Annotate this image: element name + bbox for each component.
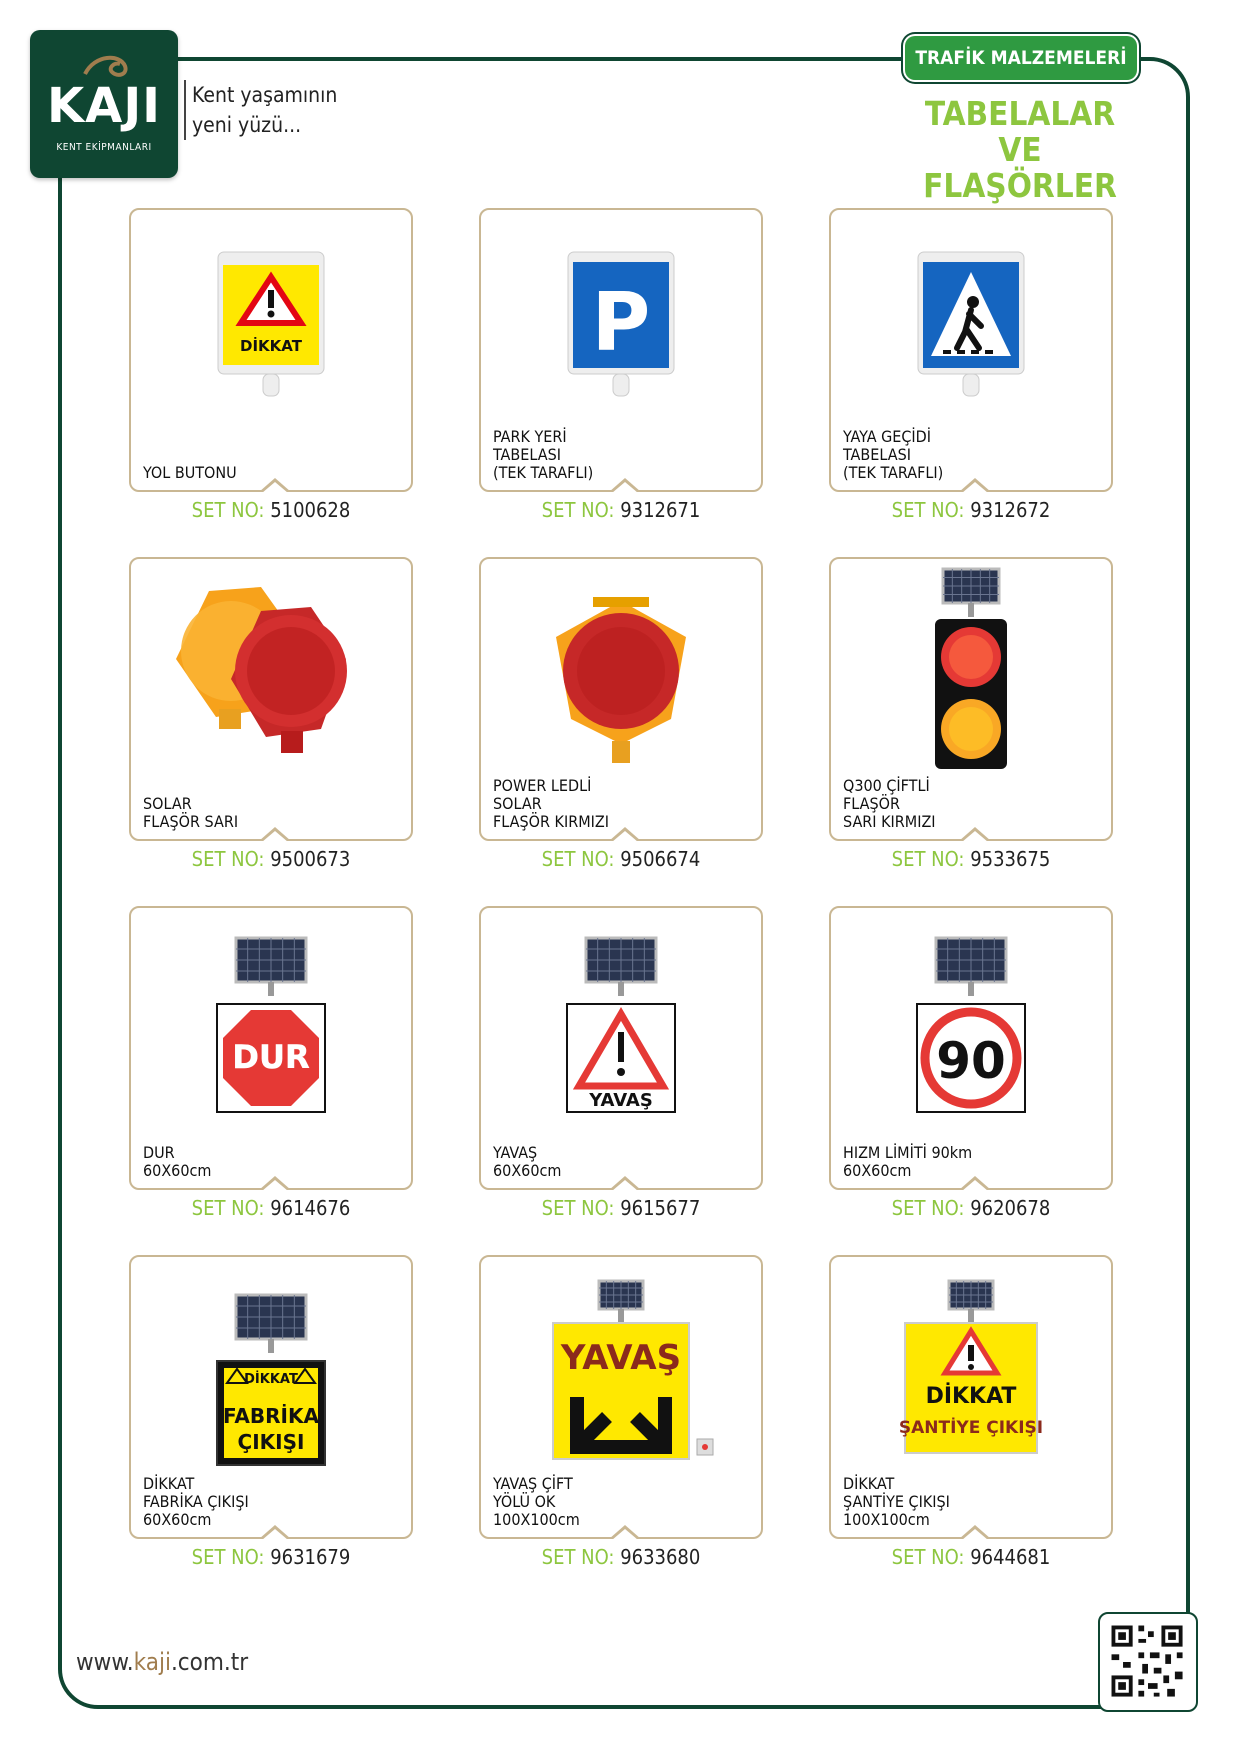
svg-text:ŞANTİYE ÇIKIŞI: ŞANTİYE ÇIKIŞI: [898, 1418, 1044, 1438]
set-number: [479, 1196, 763, 1220]
product-name-line: POWER LEDLİ: [493, 776, 592, 795]
set-number: [479, 1545, 763, 1569]
logo-brand: KAJI: [46, 78, 162, 134]
product-name-line: (TEK TARAFLI): [493, 463, 594, 482]
product-name: [493, 777, 609, 831]
page-title: [900, 96, 1140, 204]
product-name: [143, 795, 238, 831]
tagline: [184, 80, 337, 140]
set-number-label: SET NO:: [891, 1545, 965, 1569]
set-number: [129, 1545, 413, 1569]
solar-panel-icon: [236, 1295, 306, 1353]
product-name-line: 100X100cm: [843, 1510, 930, 1529]
set-number-value: 9533675: [970, 847, 1051, 871]
solar-panel-icon: [236, 938, 306, 996]
set-number-value: 9631679: [270, 1545, 351, 1569]
product-name-line: YOL BUTONU: [143, 463, 237, 482]
product-name-line: FLAŞÖR: [843, 794, 900, 813]
product-card[interactable]: [479, 557, 763, 841]
set-number: [129, 847, 413, 871]
svg-text:ÇIKIŞI: ÇIKIŞI: [237, 1430, 305, 1454]
svg-text:90: 90: [936, 1032, 1006, 1090]
product-name-line: Q300 ÇİFTLİ: [843, 776, 930, 795]
product-name-line: (TEK TARAFLI): [843, 463, 944, 482]
tagline-line1: Kent yaşamının: [192, 83, 338, 107]
set-number-value: 9644681: [970, 1545, 1051, 1569]
product-name-line: 60X60cm: [843, 1161, 912, 1180]
product-name-line: TABELASI: [493, 445, 561, 464]
set-number: [829, 1545, 1113, 1569]
set-number-label: SET NO:: [191, 498, 265, 522]
product-card[interactable]: [479, 906, 763, 1190]
product-name: [143, 1475, 249, 1529]
category-badge: TRAFİK MALZEMELERİ: [905, 36, 1137, 80]
product-card[interactable]: [129, 557, 413, 841]
set-number-label: SET NO:: [541, 847, 615, 871]
product-card[interactable]: [829, 906, 1113, 1190]
web-prefix: www.: [76, 1648, 134, 1676]
product-card[interactable]: [479, 1255, 763, 1539]
product-name-line: YAVAŞ: [493, 1143, 538, 1162]
product-name-line: 100X100cm: [493, 1510, 580, 1529]
product-name-line: TABELASI: [843, 445, 911, 464]
qr-code[interactable]: [1098, 1612, 1198, 1712]
set-number-label: SET NO:: [541, 1545, 615, 1569]
svg-text:YAVAŞ: YAVAŞ: [589, 1090, 653, 1111]
set-number-label: SET NO:: [541, 1196, 615, 1220]
product-name-line: ŞANTİYE ÇIKIŞI: [843, 1492, 950, 1511]
product-card[interactable]: [829, 557, 1113, 841]
product-card[interactable]: [479, 208, 763, 492]
page-title-line1: TABELALAR VE: [924, 94, 1116, 169]
svg-text:YAVAŞ: YAVAŞ: [560, 1338, 682, 1378]
product-name: [843, 428, 943, 482]
set-number-label: SET NO:: [891, 847, 965, 871]
product-name-line: FLAŞÖR SARI: [143, 812, 239, 831]
set-number-value: 9312672: [970, 498, 1051, 522]
qr-code-icon: [1100, 1614, 1196, 1710]
web-suffix: .com.tr: [170, 1648, 249, 1676]
svg-text:DUR: DUR: [232, 1038, 310, 1076]
tagline-line2: yeni yüzü...: [192, 113, 302, 137]
website-link[interactable]: [76, 1648, 248, 1676]
product-name-line: HIZM LİMİTİ 90km: [843, 1143, 973, 1162]
svg-text:DİKKAT: DİKKAT: [244, 1372, 298, 1387]
svg-text:DİKKAT: DİKKAT: [925, 1384, 1017, 1409]
product-name-line: 60X60cm: [493, 1161, 562, 1180]
product-name-line: YÖLÜ OK: [493, 1492, 556, 1511]
product-name-line: SOLAR: [493, 794, 542, 813]
set-number: [479, 847, 763, 871]
set-number-value: 9312671: [620, 498, 701, 522]
svg-text:DİKKAT: DİKKAT: [240, 337, 302, 355]
dikkat-sign-icon: [131, 210, 411, 490]
product-name-line: PARK YERİ: [493, 427, 567, 446]
product-name: [843, 777, 936, 831]
product-card[interactable]: [129, 906, 413, 1190]
page-title-line2: FLAŞÖRLER: [923, 166, 1117, 205]
set-number: [829, 847, 1113, 871]
set-number-label: SET NO:: [891, 498, 965, 522]
product-card[interactable]: [829, 1255, 1113, 1539]
set-number: [129, 498, 413, 522]
set-number-value: 5100628: [270, 498, 351, 522]
product-name-line: DİKKAT: [843, 1474, 895, 1493]
product-name: [843, 1475, 950, 1529]
product-name-line: 60X60cm: [143, 1161, 212, 1180]
set-number: [479, 498, 763, 522]
solar-panel-icon: [599, 1281, 643, 1323]
set-number: [829, 498, 1113, 522]
logo-subtitle: KENT EKİPMANLARI: [56, 142, 152, 153]
product-card[interactable]: [829, 208, 1113, 492]
product-name-line: DİKKAT: [143, 1474, 195, 1493]
product-name: [493, 1475, 580, 1529]
product-name-line: SOLAR: [143, 794, 192, 813]
product-name: [493, 1144, 561, 1180]
product-name: [493, 428, 593, 482]
set-number-label: SET NO:: [191, 1545, 265, 1569]
svg-text:P: P: [591, 276, 651, 369]
set-number-value: 9615677: [620, 1196, 701, 1220]
set-number-value: 9633680: [620, 1545, 701, 1569]
product-name: [143, 464, 237, 482]
product-name-line: YAVAŞ ÇİFT: [493, 1474, 573, 1493]
web-accent: kaji: [133, 1648, 171, 1676]
set-number-value: 9620678: [970, 1196, 1051, 1220]
set-number-label: SET NO:: [191, 1196, 265, 1220]
product-name-line: DUR: [143, 1143, 175, 1162]
set-number: [829, 1196, 1113, 1220]
solar-panel-icon: [943, 569, 999, 617]
product-name-line: FLAŞÖR KIRMIZI: [493, 812, 609, 831]
product-name: [843, 1144, 972, 1180]
product-name-line: SARI KIRMIZI: [843, 812, 936, 831]
solar-panel-icon: [936, 938, 1006, 996]
product-name: [143, 1144, 211, 1180]
product-name-line: FABRİKA ÇIKIŞI: [143, 1492, 249, 1511]
set-number-label: SET NO:: [191, 847, 265, 871]
solar-panel-icon: [586, 938, 656, 996]
set-number-value: 9614676: [270, 1196, 351, 1220]
svg-text:FABRİKA: FABRİKA: [223, 1404, 319, 1428]
kaji-logo: [30, 30, 178, 178]
set-number-value: 9506674: [620, 847, 701, 871]
solar-panel-icon: [949, 1281, 993, 1323]
set-number-label: SET NO:: [891, 1196, 965, 1220]
set-number-value: 9500673: [270, 847, 351, 871]
product-name-line: YAYA GEÇİDİ: [843, 427, 931, 446]
set-number: [129, 1196, 413, 1220]
set-number-label: SET NO:: [541, 498, 615, 522]
product-card[interactable]: [129, 208, 413, 492]
product-card[interactable]: [129, 1255, 413, 1539]
product-name-line: 60X60cm: [143, 1510, 212, 1529]
